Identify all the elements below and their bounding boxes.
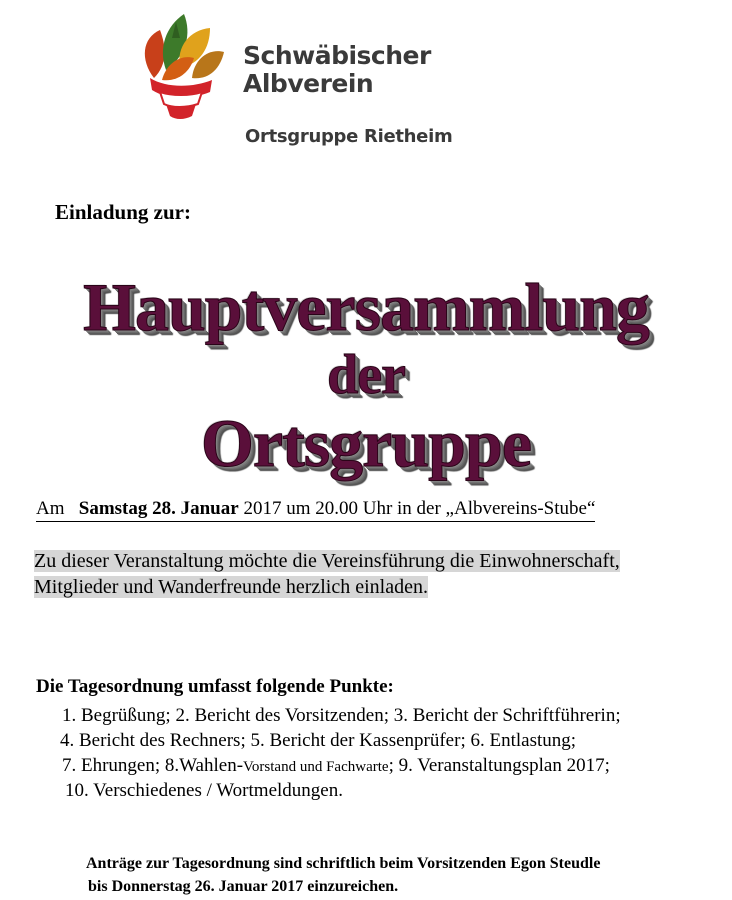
agenda-line-3-c: ; 9. Veranstaltungsplan 2017; <box>388 755 610 776</box>
agenda-line-3 <box>62 753 610 780</box>
paragraph-line-1: Zu dieser Veranstaltung möchte die Vereinsführung die Einwohnerschaft, <box>34 550 620 572</box>
title-line-1: Hauptversammlung <box>83 269 649 345</box>
organization-name <box>243 42 431 98</box>
org-name-line-2: Albverein <box>243 69 374 98</box>
footer-note <box>86 852 600 898</box>
date-rest: 2017 um 20.00 Uhr in der „Albvereins-Stube“ <box>243 498 596 519</box>
agenda-heading: Die Tagesordnung umfasst folgende Punkte: <box>36 676 394 697</box>
title-line-3: Ortsgruppe <box>201 405 531 481</box>
agenda-line-1: 1. Begrüßung; 2. Bericht des Vorsitzenden; 3. Bericht der Schriftführerin; <box>62 705 621 726</box>
paragraph-line-2: Mitglieder und Wanderfreunde herzlich einladen. <box>34 576 428 598</box>
agenda-line-2: 4. Bericht des Rechners; 5. Bericht der Kassenprüfer; 6. Entlastung; <box>60 730 577 751</box>
agenda-line-3-a: 7. Ehrungen; 8.Wahlen- <box>62 755 244 776</box>
organization-group: Ortsgruppe Rietheim <box>245 126 453 147</box>
date-line <box>36 498 595 522</box>
logo-emblem <box>136 8 226 120</box>
agenda-line-4: 10. Verschiedenes / Wortmeldungen. <box>65 780 343 801</box>
agenda-line-3-b: Vorstand und Fachwarte <box>243 759 389 775</box>
invite-heading: Einladung zur: <box>55 200 191 224</box>
footer-line-2: bis Donnerstag 26. Januar 2017 einzureichen. <box>88 878 399 895</box>
org-name-line-1: Schwäbischer <box>243 41 431 70</box>
title-line-2: der <box>327 344 405 406</box>
footer-line-1: Anträge zur Tagesordnung sind schriftlich beim Vorsitzenden Egon Steudle <box>86 855 601 872</box>
date-prefix: Am <box>36 498 65 519</box>
invitation-paragraph <box>34 548 620 600</box>
date-day: Samstag 28. Januar <box>78 498 239 519</box>
